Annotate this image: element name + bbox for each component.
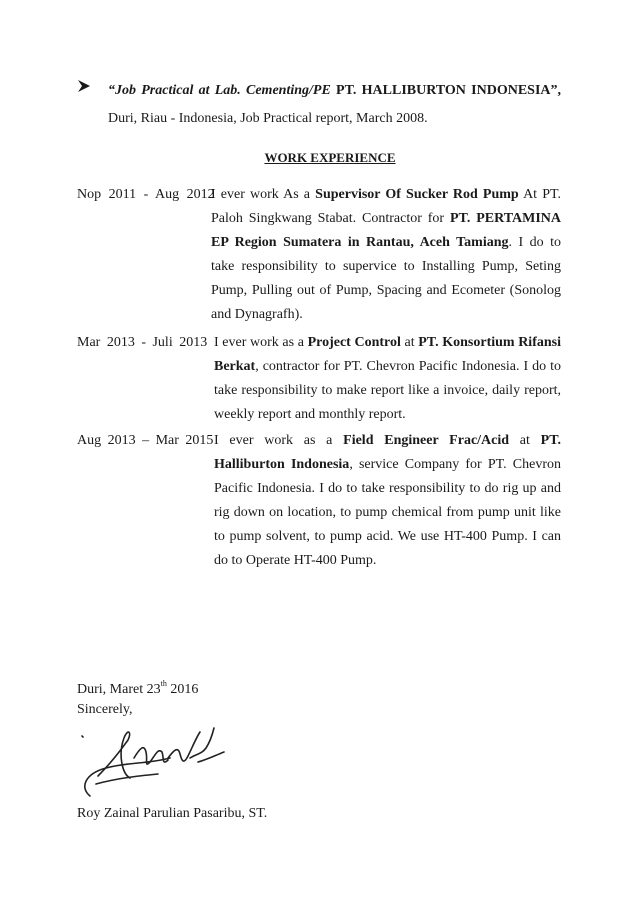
- education-bullet-item: [77, 77, 561, 133]
- job-description: [211, 183, 561, 327]
- job-client: PT. Konsortium Rifansi Berkat: [214, 335, 561, 374]
- date-suffix: th: [160, 679, 167, 688]
- section-heading: [0, 150, 638, 166]
- job-rest: , contractor for PT. Chevron Pacific Indonesia. I do to take responsibility to make report like a invoice, daily report, weekly report and monthly report.: [214, 359, 561, 422]
- education-location: Duri, Riau - Indonesia, Job Practical report, March 2008.: [108, 111, 428, 126]
- education-title: “Job Practical at Lab. Cementing/PE: [108, 83, 331, 98]
- education-company: PT. HALLIBURTON INDONESIA”,: [336, 83, 562, 98]
- job-period: Mar 2013 - Juli 2013: [77, 335, 208, 350]
- job-description: [214, 331, 561, 427]
- job-mid: At PT. Paloh Singkwang Stabat. Contractor for: [211, 187, 561, 226]
- job-description: [214, 429, 561, 573]
- salutation: Sincerely,: [77, 702, 133, 717]
- job-period: Nop 2011 - Aug 2012: [77, 187, 215, 202]
- place-date: [77, 679, 198, 698]
- job-lead: I ever work as a: [214, 433, 344, 448]
- job-rest: , service Company for PT. Chevron Pacific Indonesia. I do to take responsibility to do rig up and rig down on location, to pump chemical from pump unit like to pump solvent, to pump acid. We use HT-400 Pump. I can do to Operate HT-400 Pump.: [214, 457, 562, 568]
- job-role: Project Control: [307, 335, 401, 350]
- job-lead: I ever work As a: [211, 187, 316, 202]
- work-experience-heading: WORK EXPERIENCE: [264, 150, 396, 165]
- job-role: Field Engineer Frac/Acid: [343, 433, 510, 448]
- handwritten-signature: [78, 718, 238, 798]
- job-mid: at: [400, 335, 419, 350]
- job-lead: I ever work as a: [214, 335, 308, 350]
- signatory-name: Roy Zainal Parulian Pasaribu, ST.: [77, 806, 268, 821]
- place-date-text: Duri, Maret 23: [77, 682, 161, 697]
- job-client: PT. PERTAMINA EP Region Sumatera in Rantau, Aceh Tamiang: [211, 211, 561, 250]
- arrow-bullet-icon: [77, 79, 91, 93]
- job-client: PT. Halliburton Indonesia: [214, 433, 562, 472]
- job-mid: at: [509, 433, 541, 448]
- date-year: 2016: [166, 682, 199, 697]
- education-text: [108, 77, 561, 133]
- job-role: Supervisor Of Sucker Rod Pump: [315, 187, 519, 202]
- job-rest: . I do to take responsibility to supervice to Installing Pump, Seting Pump, Pulling out of Pump, Spacing and Ecometer (Sonolog and Dynagrafh).: [211, 235, 561, 322]
- job-period: Aug 2013 – Mar 2015: [77, 433, 214, 448]
